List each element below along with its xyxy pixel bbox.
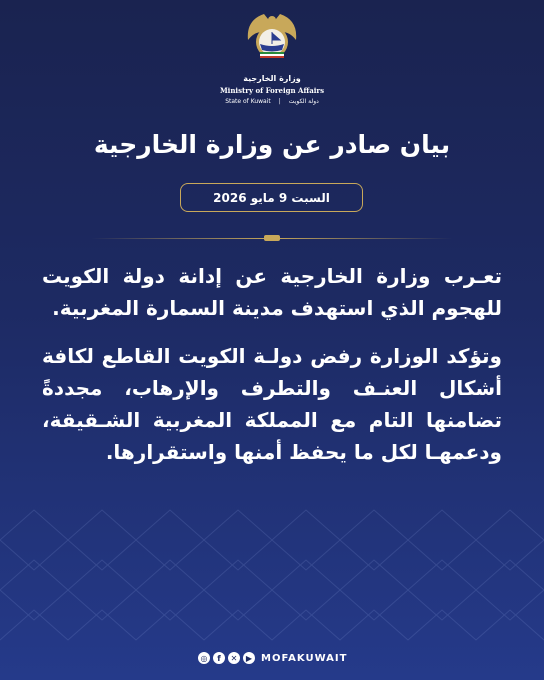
youtube-icon[interactable]: ▶ [243, 652, 255, 664]
divider-ornament [264, 235, 280, 241]
state-line [0, 98, 544, 105]
facebook-icon[interactable]: f [213, 652, 225, 664]
statement-paragraph-1: تعـرب وزارة الخارجية عن إدانة دولة الكويت للهجوم الذي استهدف مدينة السمارة المغربية. [42, 264, 502, 320]
date-badge [180, 183, 363, 212]
kuwait-emblem-icon [242, 6, 302, 66]
state-separator: | [278, 98, 281, 105]
social-footer [198, 650, 347, 666]
statement-title: بيان صادر عن وزارة الخارجية [93, 130, 451, 159]
ministry-name-arabic: وزارة الخارجية [243, 74, 301, 83]
social-handle: MOFAKUWAIT [261, 652, 348, 664]
instagram-icon[interactable]: ◎ [198, 652, 210, 664]
date-text: السبت 9 مايو 2026 [213, 190, 330, 205]
x-icon[interactable]: ✕ [228, 652, 240, 664]
statement-paragraph-2: وتؤكد الوزارة رفض دولـة الكويت القاطع لكافة أشكال العنـف والتطرف والإرهاب، مجددةً تضامنها التام مع المملكة المغربية الشـقيقة، ودعمهـا لكل ما يحفظ أمنها واستقرارها. [42, 344, 502, 464]
state-name-arabic: دولة الكويت [288, 98, 319, 105]
ministry-name-english: Ministry of Foreign Affairs [219, 86, 325, 95]
state-name-english: State of Kuwait [225, 98, 271, 105]
